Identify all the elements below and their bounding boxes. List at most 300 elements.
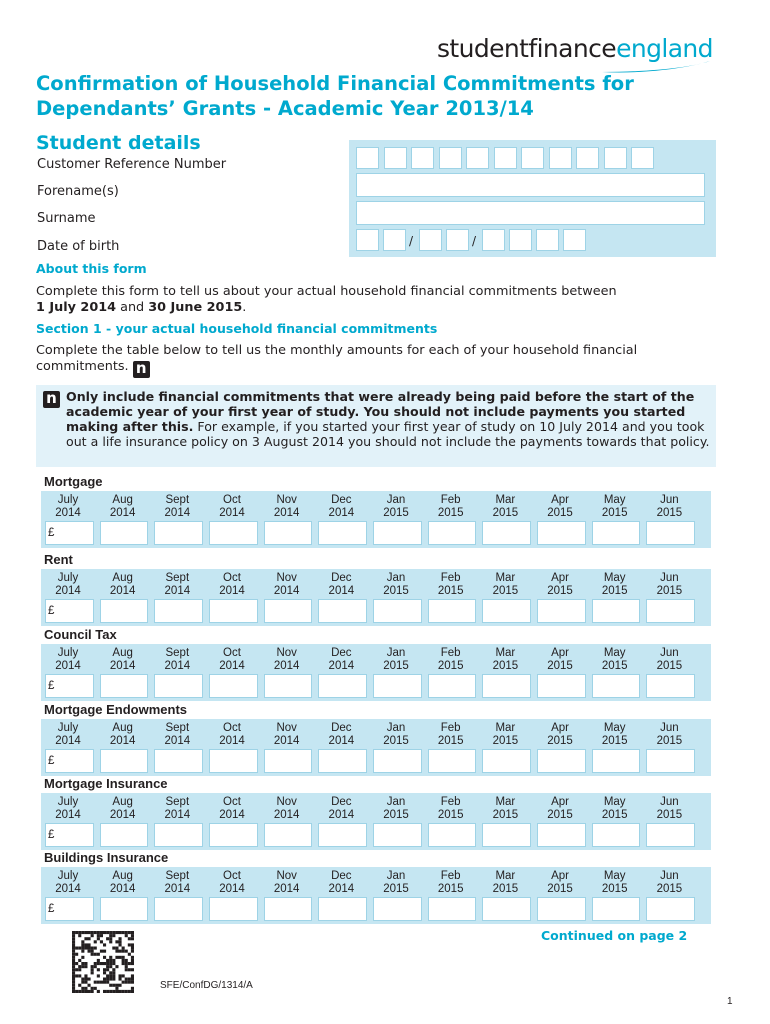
monthly-amount-input[interactable] bbox=[209, 897, 258, 921]
month-name: May bbox=[603, 647, 626, 659]
monthly-amount-input[interactable] bbox=[646, 823, 695, 847]
about-text bbox=[36, 284, 686, 316]
month-year: 2015 bbox=[492, 809, 519, 821]
monthly-amount-input[interactable] bbox=[318, 599, 367, 623]
month-year: 2015 bbox=[601, 883, 628, 895]
month-year: 2014 bbox=[328, 883, 355, 895]
monthly-amount-input[interactable] bbox=[646, 749, 695, 773]
month-grid bbox=[41, 793, 711, 850]
monthly-amount-input[interactable] bbox=[428, 599, 477, 623]
month-name: Sept bbox=[165, 722, 190, 734]
month-header bbox=[41, 722, 95, 748]
month-name: Apr bbox=[551, 494, 569, 506]
monthly-amount-input[interactable] bbox=[537, 521, 586, 545]
commitment-section bbox=[36, 470, 716, 546]
month-name: Jun bbox=[660, 572, 679, 584]
month-name: Nov bbox=[276, 870, 297, 882]
month-header bbox=[478, 572, 532, 598]
monthly-amount-input[interactable] bbox=[537, 599, 586, 623]
surname-input[interactable] bbox=[356, 201, 705, 225]
monthly-amount-input[interactable] bbox=[646, 674, 695, 698]
month-year: 2015 bbox=[492, 507, 519, 519]
about-period: . bbox=[242, 300, 247, 315]
monthly-amount-input[interactable] bbox=[318, 823, 367, 847]
month-header bbox=[588, 796, 642, 822]
month-year: 2014 bbox=[219, 735, 245, 747]
monthly-amount-input[interactable] bbox=[646, 599, 695, 623]
month-year: 2015 bbox=[383, 507, 409, 519]
month-name: Apr bbox=[551, 722, 569, 734]
dob-separator-1: / bbox=[409, 234, 414, 248]
monthly-amount-input[interactable] bbox=[592, 599, 641, 623]
month-year: 2015 bbox=[547, 660, 573, 672]
monthly-amount-input[interactable] bbox=[428, 521, 477, 545]
note-bold-text: Only include financial commitments that were already being paid before the start of the academic year of your first year of study. You should not include payments you started making after this. bbox=[66, 389, 695, 434]
month-year: 2014 bbox=[55, 507, 81, 519]
month-year: 2015 bbox=[492, 585, 519, 597]
month-grid bbox=[41, 569, 711, 626]
month-name: Oct bbox=[223, 494, 241, 506]
crn-digit-box[interactable] bbox=[521, 147, 544, 169]
month-year: 2014 bbox=[328, 507, 355, 519]
form-title-line-2: Dependants’ Grants - Academic Year 2013/14 bbox=[36, 97, 534, 120]
month-year: 2015 bbox=[383, 585, 409, 597]
month-year: 2015 bbox=[437, 660, 464, 672]
month-header bbox=[260, 494, 314, 520]
month-header bbox=[588, 494, 642, 520]
month-name: Feb bbox=[440, 796, 461, 808]
month-header bbox=[588, 572, 642, 598]
month-name: Jan bbox=[386, 647, 406, 659]
monthly-amount-input[interactable] bbox=[264, 749, 313, 773]
month-name: Dec bbox=[331, 796, 352, 808]
month-name: Apr bbox=[551, 796, 569, 808]
month-name: Sept bbox=[165, 647, 190, 659]
monthly-amount-input[interactable] bbox=[318, 897, 367, 921]
month-year: 2014 bbox=[164, 507, 191, 519]
month-year: 2014 bbox=[164, 735, 191, 747]
month-name: Oct bbox=[223, 572, 241, 584]
month-header bbox=[41, 796, 95, 822]
month-year: 2014 bbox=[164, 883, 191, 895]
month-header bbox=[150, 647, 204, 673]
dob-month-digit-2[interactable] bbox=[446, 229, 469, 251]
month-year: 2014 bbox=[273, 507, 300, 519]
month-year: 2014 bbox=[55, 585, 81, 597]
monthly-amount-input[interactable] bbox=[154, 521, 203, 545]
month-name: July bbox=[57, 796, 79, 808]
crn-digit-box[interactable] bbox=[466, 147, 489, 169]
month-year: 2015 bbox=[437, 507, 464, 519]
currency-symbol: £ bbox=[48, 605, 55, 617]
currency-symbol: £ bbox=[48, 755, 55, 767]
month-name: Nov bbox=[276, 796, 297, 808]
month-year: 2014 bbox=[273, 883, 300, 895]
month-year: 2014 bbox=[219, 809, 245, 821]
monthly-amount-input[interactable] bbox=[100, 674, 149, 698]
month-year: 2014 bbox=[109, 660, 136, 672]
month-name: Jan bbox=[386, 494, 406, 506]
month-name: Jun bbox=[660, 647, 679, 659]
month-header bbox=[260, 647, 314, 673]
note-box bbox=[36, 385, 716, 467]
monthly-amount-input[interactable] bbox=[154, 897, 203, 921]
month-year: 2014 bbox=[55, 735, 81, 747]
month-year: 2014 bbox=[219, 507, 245, 519]
month-name: Aug bbox=[112, 722, 133, 734]
continued-note: Continued on page 2 bbox=[541, 928, 688, 943]
commitment-section-title: Rent bbox=[44, 552, 73, 567]
month-year: 2014 bbox=[55, 660, 81, 672]
month-header bbox=[369, 870, 423, 896]
monthly-amount-input[interactable] bbox=[482, 521, 531, 545]
month-year: 2015 bbox=[492, 660, 519, 672]
section1-intro-text: Complete the table below to tell us the monthly amounts for each of your household financial commitments. bbox=[36, 343, 638, 374]
month-header bbox=[642, 870, 696, 896]
month-header bbox=[478, 722, 532, 748]
form-title bbox=[36, 71, 716, 121]
month-year: 2015 bbox=[437, 883, 464, 895]
monthly-amount-input[interactable] bbox=[482, 674, 531, 698]
commitment-section-title: Council Tax bbox=[44, 627, 117, 642]
month-header bbox=[150, 796, 204, 822]
commitment-section bbox=[36, 698, 716, 774]
month-year: 2014 bbox=[219, 883, 245, 895]
monthly-amount-input[interactable] bbox=[100, 599, 149, 623]
about-heading: About this form bbox=[36, 261, 147, 276]
month-name: July bbox=[57, 722, 79, 734]
month-name: Jan bbox=[386, 870, 406, 882]
month-name: Jun bbox=[660, 796, 679, 808]
month-header bbox=[533, 572, 587, 598]
dob-day-digit-1[interactable] bbox=[356, 229, 379, 251]
monthly-amount-input[interactable] bbox=[318, 521, 367, 545]
month-header bbox=[533, 870, 587, 896]
month-year: 2015 bbox=[601, 507, 628, 519]
month-header bbox=[96, 572, 150, 598]
monthly-amount-input[interactable] bbox=[428, 674, 477, 698]
monthly-amount-input[interactable] bbox=[100, 749, 149, 773]
month-header bbox=[205, 647, 259, 673]
month-name: Nov bbox=[276, 647, 297, 659]
monthly-amount-input[interactable] bbox=[373, 521, 422, 545]
month-header bbox=[96, 870, 150, 896]
month-header bbox=[314, 722, 368, 748]
month-header bbox=[150, 870, 204, 896]
commitment-section-title: Mortgage Endowments bbox=[44, 702, 188, 717]
month-year: 2015 bbox=[383, 883, 409, 895]
monthly-amount-input[interactable] bbox=[209, 823, 258, 847]
monthly-amount-input[interactable] bbox=[428, 897, 477, 921]
monthly-amount-input[interactable] bbox=[100, 897, 149, 921]
month-year: 2015 bbox=[547, 585, 573, 597]
month-header bbox=[588, 647, 642, 673]
month-header bbox=[478, 647, 532, 673]
monthly-amount-input[interactable] bbox=[373, 749, 422, 773]
about-date-from: 1 July 2014 bbox=[36, 300, 117, 315]
month-name: Dec bbox=[331, 722, 352, 734]
about-date-to: 30 June 2015 bbox=[148, 300, 243, 315]
monthly-amount-input[interactable] bbox=[154, 823, 203, 847]
monthly-amount-input[interactable] bbox=[592, 823, 641, 847]
student-details-panel bbox=[349, 140, 716, 257]
month-header bbox=[150, 572, 204, 598]
month-grid bbox=[41, 491, 711, 548]
month-year: 2015 bbox=[492, 883, 519, 895]
month-name: Apr bbox=[551, 647, 569, 659]
crn-digit-box[interactable] bbox=[494, 147, 517, 169]
commitment-section bbox=[36, 548, 716, 624]
monthly-amount-input[interactable] bbox=[373, 674, 422, 698]
monthly-amount-input[interactable] bbox=[209, 674, 258, 698]
month-name: July bbox=[57, 870, 79, 882]
monthly-amount-input[interactable] bbox=[373, 823, 422, 847]
monthly-amount-input[interactable] bbox=[537, 823, 586, 847]
student-finance-england-logo bbox=[437, 34, 713, 63]
month-year: 2014 bbox=[109, 585, 136, 597]
dob-month-digit-1[interactable] bbox=[419, 229, 442, 251]
month-header bbox=[260, 722, 314, 748]
month-header bbox=[96, 647, 150, 673]
dob-year-digit-4[interactable] bbox=[563, 229, 586, 251]
month-header bbox=[314, 870, 368, 896]
month-header bbox=[533, 722, 587, 748]
monthly-amount-input[interactable] bbox=[154, 674, 203, 698]
monthly-amount-input[interactable] bbox=[318, 674, 367, 698]
monthly-amount-input[interactable] bbox=[154, 749, 203, 773]
month-name: Jan bbox=[386, 722, 406, 734]
crn-digit-box[interactable] bbox=[604, 147, 627, 169]
month-header bbox=[424, 870, 478, 896]
month-name: Jan bbox=[386, 572, 406, 584]
month-year: 2014 bbox=[55, 883, 81, 895]
month-grid bbox=[41, 867, 711, 924]
commitment-section-title: Mortgage bbox=[44, 474, 103, 489]
section1-heading: Section 1 - your actual household financial commitments bbox=[36, 321, 438, 336]
surname-label: Surname bbox=[37, 211, 96, 226]
commitment-section bbox=[36, 623, 716, 699]
crn-digit-box[interactable] bbox=[411, 147, 434, 169]
month-name: May bbox=[603, 722, 626, 734]
month-name: Nov bbox=[276, 572, 297, 584]
month-year: 2015 bbox=[601, 809, 628, 821]
month-header bbox=[642, 572, 696, 598]
monthly-amount-input[interactable] bbox=[100, 521, 149, 545]
month-name: Feb bbox=[440, 870, 461, 882]
month-name: Jun bbox=[660, 722, 679, 734]
month-name: May bbox=[603, 870, 626, 882]
month-name: Mar bbox=[495, 647, 516, 659]
month-name: Nov bbox=[276, 494, 297, 506]
month-header bbox=[205, 494, 259, 520]
monthly-amount-input[interactable] bbox=[592, 897, 641, 921]
month-grid bbox=[41, 644, 711, 701]
commitment-section bbox=[36, 772, 716, 848]
monthly-amount-input[interactable] bbox=[154, 599, 203, 623]
monthly-amount-input[interactable] bbox=[428, 823, 477, 847]
month-header bbox=[41, 494, 95, 520]
month-header bbox=[642, 796, 696, 822]
month-header bbox=[533, 494, 587, 520]
month-year: 2015 bbox=[601, 585, 628, 597]
month-name: Dec bbox=[331, 870, 352, 882]
monthly-amount-input[interactable] bbox=[209, 599, 258, 623]
monthly-amount-input[interactable] bbox=[537, 897, 586, 921]
monthly-amount-input[interactable] bbox=[482, 897, 531, 921]
month-name: Jun bbox=[660, 494, 679, 506]
month-year: 2014 bbox=[328, 809, 355, 821]
dob-year-digit-1[interactable] bbox=[482, 229, 505, 251]
currency-symbol: £ bbox=[48, 903, 55, 915]
month-name: Aug bbox=[112, 494, 133, 506]
month-header bbox=[533, 796, 587, 822]
month-year: 2015 bbox=[437, 735, 464, 747]
month-year: 2014 bbox=[55, 809, 81, 821]
month-header bbox=[369, 494, 423, 520]
month-header bbox=[424, 494, 478, 520]
month-header bbox=[260, 796, 314, 822]
monthly-amount-input[interactable] bbox=[592, 674, 641, 698]
month-name: Apr bbox=[551, 572, 569, 584]
monthly-amount-input[interactable] bbox=[646, 897, 695, 921]
note-n-icon: n bbox=[43, 391, 60, 408]
month-year: 2015 bbox=[656, 883, 683, 895]
month-header bbox=[642, 647, 696, 673]
month-header bbox=[41, 870, 95, 896]
logo-text-student-finance: studentfinance bbox=[437, 34, 617, 63]
monthly-amount-input[interactable] bbox=[264, 599, 313, 623]
monthly-amount-input[interactable] bbox=[482, 823, 531, 847]
crn-digit-box[interactable] bbox=[631, 147, 654, 169]
month-header bbox=[314, 796, 368, 822]
month-year: 2015 bbox=[547, 883, 573, 895]
monthly-amount-input[interactable] bbox=[100, 823, 149, 847]
dob-day-digit-2[interactable] bbox=[383, 229, 406, 251]
month-name: Mar bbox=[495, 796, 516, 808]
monthly-amount-input[interactable] bbox=[373, 897, 422, 921]
month-name: Sept bbox=[165, 494, 190, 506]
monthly-amount-input[interactable] bbox=[592, 749, 641, 773]
dob-label: Date of birth bbox=[37, 239, 120, 254]
note-n-icon: n bbox=[133, 361, 150, 378]
month-year: 2015 bbox=[383, 809, 409, 821]
monthly-amount-input[interactable] bbox=[592, 521, 641, 545]
month-year: 2014 bbox=[109, 507, 136, 519]
month-header bbox=[41, 647, 95, 673]
month-year: 2015 bbox=[383, 735, 409, 747]
page-number: 1 bbox=[727, 996, 733, 1007]
month-header bbox=[533, 647, 587, 673]
monthly-amount-input[interactable] bbox=[537, 674, 586, 698]
month-header bbox=[205, 572, 259, 598]
month-header bbox=[314, 494, 368, 520]
month-header bbox=[478, 494, 532, 520]
about-text-start: Complete this form to tell us about your actual household financial commitments between bbox=[36, 284, 617, 299]
month-header bbox=[424, 572, 478, 598]
month-year: 2014 bbox=[273, 809, 300, 821]
month-name: July bbox=[57, 647, 79, 659]
currency-symbol: £ bbox=[48, 829, 55, 841]
month-name: July bbox=[57, 494, 79, 506]
month-year: 2014 bbox=[328, 585, 355, 597]
monthly-amount-input[interactable] bbox=[209, 749, 258, 773]
month-name: Dec bbox=[331, 647, 352, 659]
monthly-amount-input[interactable] bbox=[373, 599, 422, 623]
dob-year-digit-2[interactable] bbox=[509, 229, 532, 251]
crn-digit-box[interactable] bbox=[384, 147, 407, 169]
crn-digit-box[interactable] bbox=[549, 147, 572, 169]
commitment-section-title: Mortgage Insurance bbox=[44, 776, 168, 791]
month-header bbox=[314, 647, 368, 673]
commitment-section-title: Buildings Insurance bbox=[44, 850, 169, 865]
logo-text-england: england bbox=[616, 34, 713, 63]
month-name: Feb bbox=[440, 494, 461, 506]
monthly-amount-input[interactable] bbox=[482, 599, 531, 623]
month-year: 2014 bbox=[219, 585, 245, 597]
month-header bbox=[205, 870, 259, 896]
month-name: Oct bbox=[223, 796, 241, 808]
month-year: 2015 bbox=[656, 809, 683, 821]
month-header bbox=[424, 796, 478, 822]
month-year: 2014 bbox=[219, 660, 245, 672]
month-year: 2015 bbox=[547, 809, 573, 821]
monthly-amount-input[interactable] bbox=[428, 749, 477, 773]
month-name: Dec bbox=[331, 572, 352, 584]
month-header bbox=[205, 796, 259, 822]
monthly-amount-input[interactable] bbox=[646, 521, 695, 545]
month-header bbox=[424, 722, 478, 748]
month-year: 2015 bbox=[437, 585, 464, 597]
monthly-amount-input[interactable] bbox=[264, 823, 313, 847]
monthly-amount-input[interactable] bbox=[264, 521, 313, 545]
currency-symbol: £ bbox=[48, 680, 55, 692]
month-header bbox=[478, 870, 532, 896]
monthly-amount-input[interactable] bbox=[264, 897, 313, 921]
month-name: Nov bbox=[276, 722, 297, 734]
currency-symbol: £ bbox=[48, 527, 55, 539]
month-year: 2014 bbox=[109, 735, 136, 747]
form-title-line-1: Confirmation of Household Financial Commitments for bbox=[36, 72, 634, 95]
month-name: Aug bbox=[112, 572, 133, 584]
month-header bbox=[369, 722, 423, 748]
commitment-section bbox=[36, 846, 716, 922]
month-name: Oct bbox=[223, 722, 241, 734]
monthly-amount-input[interactable] bbox=[482, 749, 531, 773]
month-header bbox=[150, 494, 204, 520]
monthly-amount-input[interactable] bbox=[264, 674, 313, 698]
month-header bbox=[642, 494, 696, 520]
monthly-amount-input[interactable] bbox=[318, 749, 367, 773]
month-header bbox=[478, 796, 532, 822]
month-year: 2015 bbox=[656, 735, 683, 747]
monthly-amount-input[interactable] bbox=[537, 749, 586, 773]
monthly-amount-input[interactable] bbox=[209, 521, 258, 545]
month-name: May bbox=[603, 572, 626, 584]
month-name: Sept bbox=[165, 870, 190, 882]
month-year: 2014 bbox=[164, 660, 191, 672]
crn-digit-box[interactable] bbox=[576, 147, 599, 169]
month-year: 2014 bbox=[109, 883, 136, 895]
month-name: Oct bbox=[223, 870, 241, 882]
crn-digit-box[interactable] bbox=[356, 147, 379, 169]
dob-year-digit-3[interactable] bbox=[536, 229, 559, 251]
forenames-input[interactable] bbox=[356, 173, 705, 197]
month-name: Dec bbox=[331, 494, 352, 506]
crn-digit-box[interactable] bbox=[439, 147, 462, 169]
note-text bbox=[66, 389, 711, 449]
month-year: 2015 bbox=[547, 507, 573, 519]
forenames-label: Forename(s) bbox=[37, 184, 119, 199]
